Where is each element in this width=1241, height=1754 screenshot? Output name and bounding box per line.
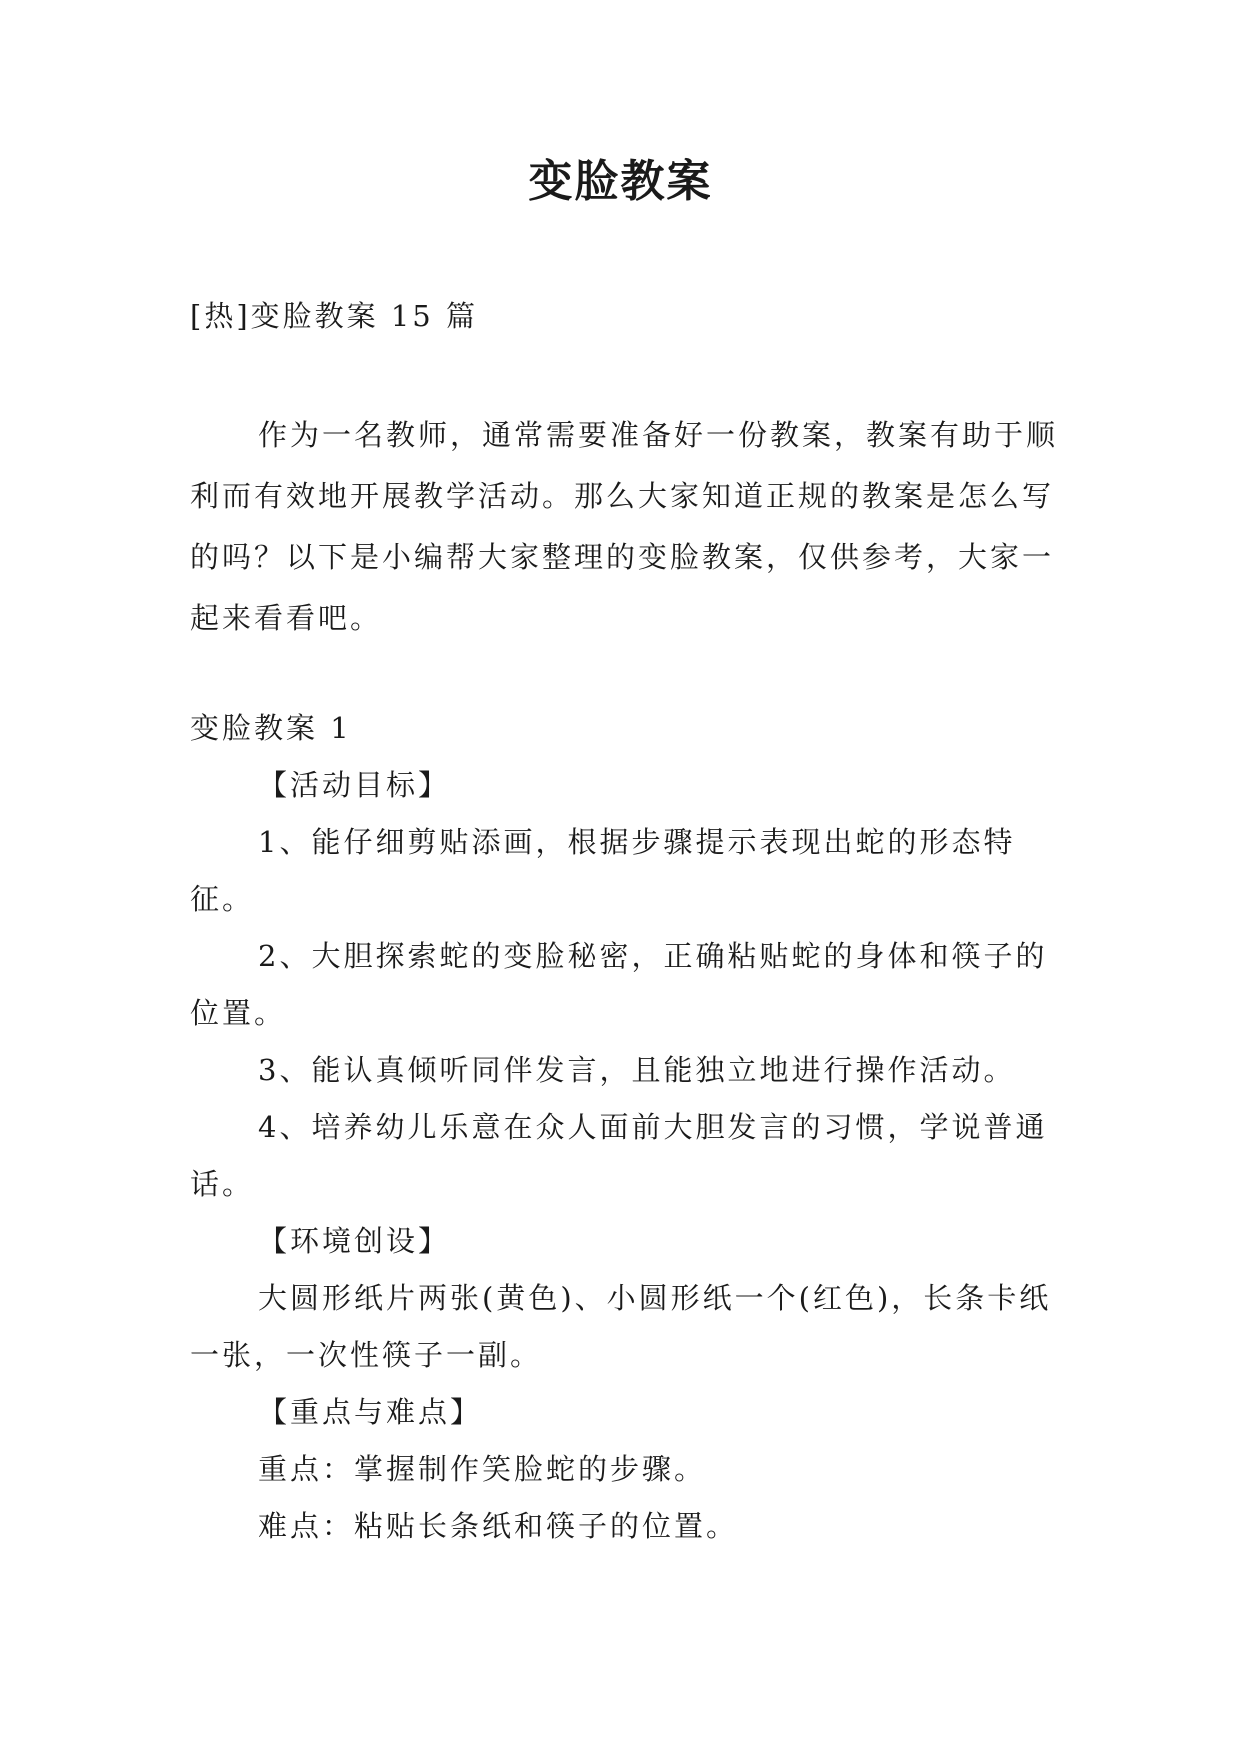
document-title: 变脸教案 (528, 156, 713, 207)
document-subtitle: [热]变脸教案 15 篇 (190, 299, 478, 333)
objective-item: 2、大胆探索蛇的变脸秘密，正确粘贴蛇的身体和筷子的位置。 (190, 939, 1048, 1030)
difficulty-text: 难点：粘贴长条纸和筷子的位置。 (258, 1509, 739, 1543)
section-heading: 变脸教案 1 (190, 711, 352, 745)
objectives-heading: 【活动目标】 (258, 768, 451, 802)
objective-item: 1、能仔细剪贴添画，根据步骤提示表现出蛇的形态特征。 (190, 825, 1016, 916)
environment-text: 大圆形纸片两张(黄色)、小圆形纸一个(红色)，长条卡纸一张，一次性筷子一副。 (190, 1281, 1052, 1372)
lesson-section (190, 700, 1070, 1555)
key-point-text: 重点：掌握制作笑脸蛇的步骤。 (258, 1452, 707, 1486)
objective-item: 4、培养幼儿乐意在众人面前大胆发言的习惯，学说普通话。 (190, 1110, 1048, 1201)
objective-item: 3、能认真倾听同伴发言，且能独立地进行操作活动。 (258, 1053, 1016, 1087)
intro-paragraph: 作为一名教师，通常需要准备好一份教案，教案有助于顺利而有效地开展教学活动。那么大家知道正规的教案是怎么写的吗？以下是小编帮大家整理的变脸教案，仅供参考，大家一起来看看吧。 (190, 418, 1059, 635)
key-points-heading: 【重点与难点】 (258, 1395, 483, 1429)
environment-heading: 【环境创设】 (258, 1224, 451, 1258)
